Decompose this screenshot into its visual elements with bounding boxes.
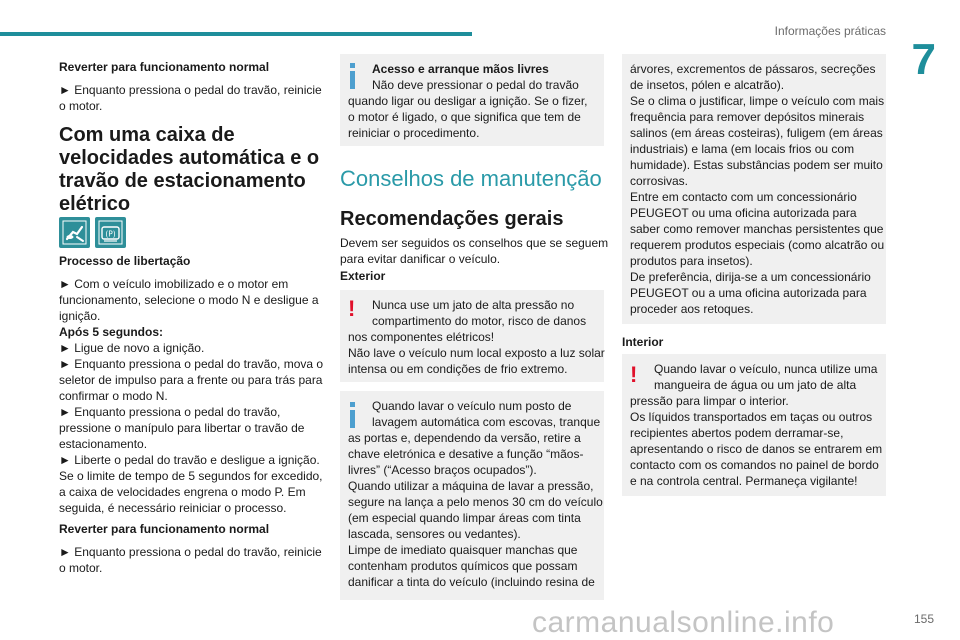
release-line: confirmar o modo N.	[59, 389, 168, 403]
info-box-line: proceder aos retoques.	[630, 302, 754, 316]
info-box-line: as portas e, dependendo da versão, retire a	[348, 431, 581, 445]
release-line: funcionamento, selecione o modo N e desligue a	[59, 293, 319, 307]
release-line: pressione o manípulo para libertar o travão de	[59, 421, 305, 435]
parking-brake-p-icon	[95, 217, 126, 248]
exterior-label: Exterior	[340, 269, 386, 283]
intro-line: para evitar danificar o veículo.	[340, 252, 501, 266]
warning-line: recipientes abertos podem derramar-se,	[630, 426, 844, 440]
warning-box-exterior	[340, 290, 604, 382]
revert-text-line: o motor.	[59, 99, 103, 113]
warning-line: Nunca use um jato de alta pressão no	[372, 298, 575, 312]
info-box-line: Limpe de imediato quaisquer manchas que	[348, 543, 578, 557]
revert-text-line: ► Enquanto pressiona o pedal do travão, reinicie	[59, 545, 322, 559]
warning-line: Quando lavar o veículo, nunca utilize uma	[654, 362, 878, 376]
page-number: 155	[913, 612, 934, 626]
warning-line: mangueira de água ou um jato de alta	[654, 378, 857, 392]
release-line: seguida, é necessário reiniciar o processo.	[59, 501, 287, 515]
release-line: ignição.	[59, 309, 101, 323]
info-box-line: quando ligar ou desligar a ignição. Se o fizer,	[348, 94, 588, 108]
heading-revert-normal: Reverter para funcionamento normal	[59, 522, 270, 536]
info-box-line: humidade). Estas substâncias podem ser muito	[630, 158, 883, 172]
info-box-line: Não deve pressionar o pedal do travão	[372, 78, 579, 92]
revert-text-line: ► Enquanto pressiona o pedal do travão, reinicie	[59, 83, 322, 97]
heading-revert-normal: Reverter para funcionamento normal	[59, 60, 270, 74]
intro-line: Devem ser seguidos os conselhos que se seguem	[340, 236, 609, 250]
warning-icon: !	[348, 296, 356, 321]
warning-icon: !	[630, 362, 638, 387]
info-box-line: corrosivas.	[630, 174, 689, 188]
info-box-line: PEUGEOT ou a uma oficina autorizada para	[630, 286, 867, 300]
info-box-line: o motor é ligado, o que significa que tem de	[348, 110, 581, 124]
info-box-line: PEUGEOT ou uma oficina autorizada para	[630, 206, 857, 220]
warning-line: nos componentes elétricos!	[348, 330, 495, 344]
section-heading-line: velocidades automática e o	[59, 147, 320, 169]
info-box-line: Entre em contacto com um concessionário	[630, 190, 857, 204]
header-accent-bar	[0, 32, 472, 36]
release-line: ► Liberte o pedal do travão e desligue a ignição.	[59, 453, 320, 467]
section-title: Informações práticas	[774, 24, 886, 38]
info-box-line: industriais) e lama (em locais frios ou com	[630, 142, 855, 156]
info-box-line: árvores, excrementos de pássaros, secreções	[630, 62, 876, 76]
section-heading-line: elétrico	[59, 193, 131, 215]
release-line: ► Ligue de novo a ignição.	[59, 341, 205, 355]
warning-line: compartimento do motor, risco de danos	[372, 314, 587, 328]
info-box-line: Quando utilizar a máquina de lavar a pressão,	[348, 479, 594, 493]
heading-release-process: Processo de libertação	[59, 254, 191, 268]
warning-line: e na controla central. Permaneça vigilante!	[630, 474, 858, 488]
watermark: carmanualsonline.info	[532, 606, 835, 639]
release-line: ► Enquanto pressiona o pedal do travão,	[59, 405, 281, 419]
info-icon-bar	[350, 410, 355, 428]
warning-line: apresentando o risco de danos se entrarem em	[630, 442, 883, 456]
info-box-line: contenham produtos químicos que possam	[348, 559, 578, 573]
info-box-line: (em especial quando limpar áreas com tinta	[348, 511, 581, 525]
brake-foot-icon	[59, 217, 90, 248]
warning-line: Os líquidos transportados em taças ou outros	[630, 410, 873, 424]
info-box-line: salinos (em áreas costeiras), fuligem (em áreas	[630, 126, 883, 140]
release-line: Se o limite de tempo de 5 segundos for excedido,	[59, 469, 323, 483]
revert-text-line: o motor.	[59, 561, 103, 575]
info-box-title: Acesso e arranque mãos livres	[372, 62, 549, 76]
warning-line: contacto com os comandos no painel de bordo	[630, 458, 879, 472]
section-heading-line: travão de estacionamento	[59, 170, 306, 192]
info-box-line: de insetos, pólen e alcatrão).	[630, 78, 785, 92]
release-line: a caixa de velocidades engrena o modo P. Em	[59, 485, 306, 499]
warning-box-interior	[622, 354, 886, 496]
parking-icon-label: (P)	[105, 229, 116, 239]
info-box-line: lavagem automática com escovas, tranque	[372, 415, 601, 429]
interior-label: Interior	[622, 335, 664, 349]
info-box-line: Quando lavar o veículo num posto de	[372, 399, 572, 413]
info-icon	[350, 402, 355, 407]
release-line: estacionamento.	[59, 437, 148, 451]
release-line: ► Enquanto pressiona o pedal do travão, mova o	[59, 357, 324, 371]
info-box-line: requerem produtos especiais (como alcatrão ou	[630, 238, 885, 252]
info-box-line: frequência para remover depósitos minerais	[630, 110, 865, 124]
subheading-general: Recomendações gerais	[340, 208, 564, 230]
release-line: ► Com o veículo imobilizado e o motor em	[59, 277, 289, 291]
warning-line: Não lave o veículo num local exposto a luz solar	[348, 346, 605, 360]
release-line: Após 5 segundos:	[59, 325, 164, 339]
info-icon-bar	[350, 71, 355, 89]
info-box-line: livres” (“Acesso braços ocupados”).	[348, 463, 537, 477]
chapter-number: 7	[911, 35, 936, 84]
info-box-line: segure na lança a pelo menos 30 cm do veículo	[348, 495, 603, 509]
info-box-line: reiniciar o procedimento.	[348, 126, 480, 140]
release-line: seletor de impulso para a frente ou para trás para	[59, 373, 323, 387]
section-heading-line: Com uma caixa de	[59, 124, 235, 146]
info-box-continued	[622, 54, 886, 324]
info-icon	[350, 63, 355, 68]
info-box-handsfree	[340, 54, 604, 146]
info-box-line: danificar a tinta do veículo (incluindo resina de	[348, 575, 595, 589]
warning-line: pressão para limpar o interior.	[630, 394, 789, 408]
info-box-line: produtos para insetos).	[630, 254, 753, 268]
info-box-line: Se o clima o justificar, limpe o veículo com mais	[630, 94, 885, 108]
info-box-line: lascada, sensores ou vedantes).	[348, 527, 521, 541]
info-box-line: chave eletrónica e desative a função “mãos-	[348, 447, 584, 461]
info-box-line: De preferência, dirija-se a um concessionário	[630, 270, 871, 284]
warning-line: intensa ou em condições de frio extremo.	[348, 362, 568, 376]
chapter-heading: Conselhos de manutenção	[340, 166, 602, 191]
info-box-line: saber como remover manchas persistentes que	[630, 222, 884, 236]
info-box-car-wash	[340, 391, 604, 600]
